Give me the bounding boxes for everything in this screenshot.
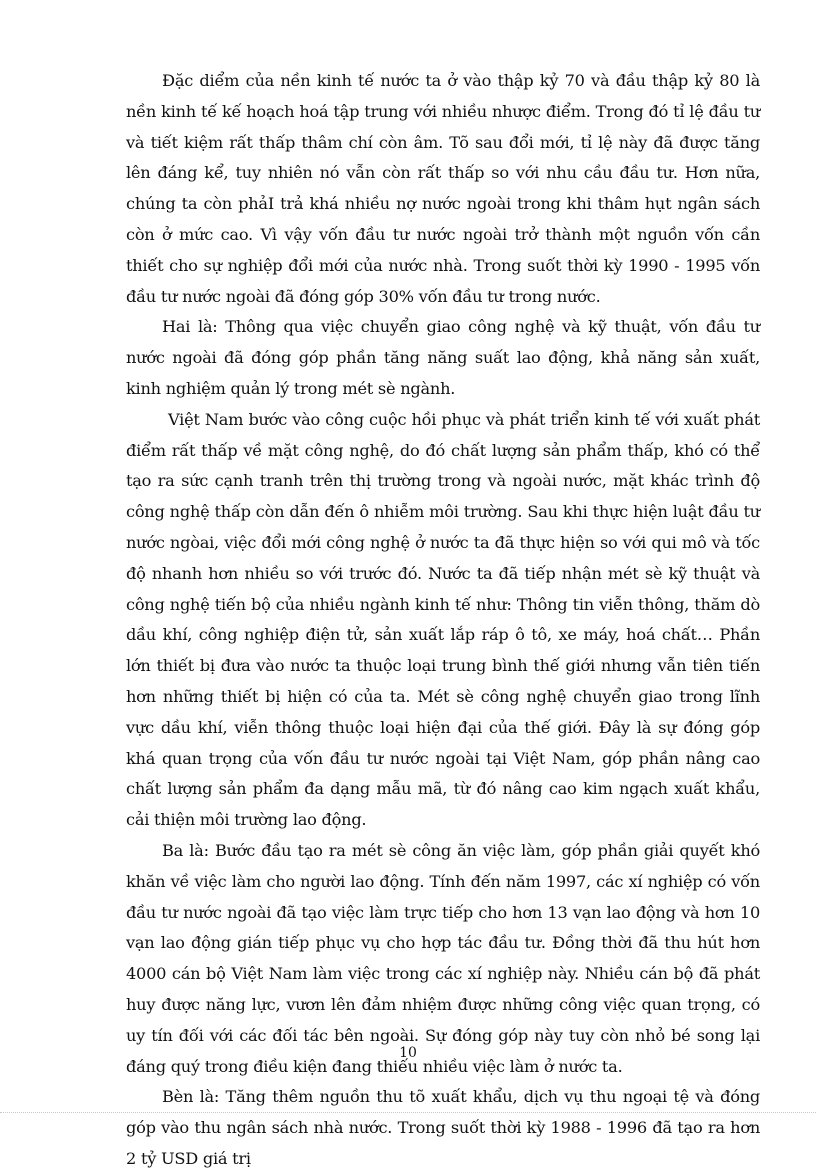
paragraph-2: Hai là: Thông qua việc chuyển giao công nghệ và kỹ thuật, vốn đầu tư nước ngoài đã đóng góp phần tăng năng suất lao động, khả năng sản xuất, kinh nghiệm quản lý trong mét sè ngành. [126, 317, 760, 398]
paragraph-3: Việt Nam bước vào công cuộc hồi phục và phát triển kinh tế với xuất phát điểm rất thấp về mặt công nghệ, do đó chất lượng sản phẩm thấp, khó có thể tạo ra sức cạnh tranh trên thị trường trong và ngoài nước, mặt khác trình độ công nghệ thấp còn dẫn đến ô nhiễm môi trường. Sau khi thực hiện luật đầu tư nước ngòai, việc đổi mới công nghệ ở nước ta đã thực hiện so với qui mô và tốc độ nhanh hơn nhiều so với trước đó. Nước ta đã tiếp nhận mét sè kỹ thuật và công nghệ tiến bộ của nhiều ngành kinh tế như: Thông tin viễn thông, thăm dò dầu khí, công nghiệp điện tử, sản xuất lắp ráp ô tô, xe máy, hoá chất… Phần lớn thiết bị đưa vào nước ta thuộc loại trung bình thế giới nhưng vẫn tiên tiến hơn những thiết bị hiện có của ta. Mét sè công nghệ chuyển giao trong lĩnh vực dầu khí, viễn thông thuộc loại hiện đại của thế giới. Đây là sự đóng góp khá quan trọng của vốn đầu tư nước ngoài tại Việt Nam, góp phần nâng cao chất lượng sản phẩm đa dạng mẫu mã, từ đó nâng cao kim ngạch xuất khẩu, cải thiện môi trường lao động. [126, 409, 760, 830]
paragraph-1: Đặc diểm của nền kinh tế nước ta ở vào thập kỷ 70 và đầu thập kỷ 80 là nền kinh tế kế hoạch hoá tập trung với nhiều nhược điểm. Trong đó tỉ lệ đầu tư và tiết kiệm rất thấp thâm chí còn âm. Tõ sau đổi mới, tỉ lệ này đã được tăng lên đáng kể, tuy nhiên nó vẫn còn rất thấp so với nhu cầu đầu tư. Hơn nữa, chúng ta còn phảI trả khá nhiều nợ nước ngoài trong khi thâm hụt ngân sách còn ở mức cao. Vì vậy vốn đầu tư nước ngoài trở thành một nguồn vốn cần thiết cho sự nghiệp đổi mới của nước nhà. Trong suốt thời kỳ 1990 - 1995 vốn đầu tư nước ngoài đã đóng góp 30% vốn đầu tư trong nước. [126, 71, 760, 306]
page-number: 10 [399, 1045, 417, 1061]
paragraph-5: Bèn là: Tăng thêm nguồn thu tõ xuất khẩu, dịch vụ thu ngoại tệ và đóng góp vào thu ngân sách nhà nước. Trong suốt thời kỳ 1988 - 1996 đã tạo ra hơn 2 tỷ USD giá trị [126, 1087, 760, 1168]
paragraph-4: Ba là: Bước đầu tạo ra mét sè công ăn việc làm, góp phần giải quyết khó khăn về việc làm cho người lao động. Tính đến năm 1997, các xí nghiệp có vốn đầu tư nước ngoài đã tạo việc làm trực tiếp cho hơn 13 vạn lao động và hơn 10 vạn lao động gián tiếp phục vụ cho hợp tác đầu tư. Đồng thời đã thu hút hơn 4000 cán bộ Việt Nam làm việc trong các xí nghiệp này. Nhiều cán bộ đã phát huy được năng lực, vươn lên đảm nhiệm được những công việc quan trọng, có uy tín đối với các đối tác bên ngoài. Sự đóng góp này tuy còn nhỏ bé song lại đáng quý trong điều kiện đang thiếu nhiều việc làm ở nước ta. [126, 840, 760, 1076]
page-bottom-divider [0, 1112, 816, 1113]
body-text [126, 66, 760, 1175]
